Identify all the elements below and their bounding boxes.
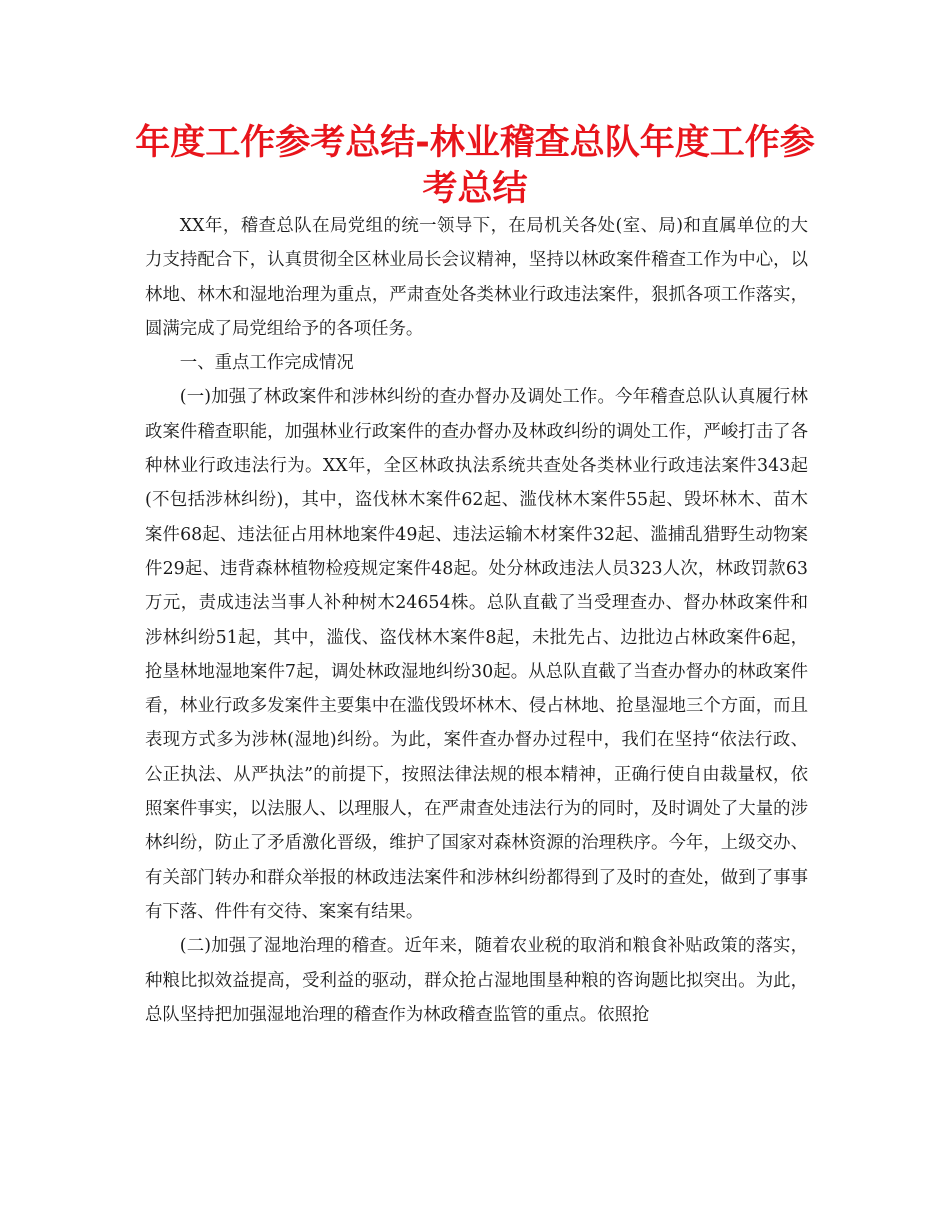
document-title: 年度工作参考总结-林业稽查总队年度工作参考总结 (135, 123, 815, 209)
paragraph-section-1: (一)加强了林政案件和涉林纠纷的查办督办及调处工作。今年稽查总队认真履行林政案件稽查职能，加强林业行政案件的查办督办及林政纠纷的调处工作，严峻打击了各种林业行政违法行为。XX年，全区林政执法系统共查处各类林业行政违法案件343起(不包括涉林纠纷)，其中，盗伐林木案件62起、滥伐林木案件55起、毁坏林木、苗木案件68起、违法征占用林地案件49起、违法运输木材案件32起、滥捕乱猎野生动物案件29起、违背森林植物检疫规定案件48起。处分林政违法人员323人次，林政罚款63万元，责成违法当事人补种树木24654株。总队直截了当受理查办、督办林政案件和涉林纠纷51起，其中，滥伐、盗伐林木案件8起，未批先占、边批边占林政案件6起，抢垦林地湿地案件7起，调处林政湿地纠纷30起。从总队直截了当查办督办的林政案件看，林业行政多发案件主要集中在滥伐毁坏林木、侵占林地、抢垦湿地三个方面，而且表现方式多为涉林(湿地)纠纷。为此，案件查办督办过程中，我们在坚持“依法行政、公正执法、从严执法”的前提下，按照法律法规的根本精神，正确行使自由裁量权，依照案件事实，以法服人、以理服人，在严肃查处违法行为的同时，及时调处了大量的涉林纠纷，防止了矛盾激化晋级，维护了国家对森林资源的治理秩序。今年，上级交办、有关部门转办和群众举报的林政违法案件和涉林纠纷都得到了及时的查处，做到了事事有下落、件件有交待、案案有结果。 (145, 387, 808, 922)
paragraph-intro: XX年，稽查总队在局党组的统一领导下，在局机关各处(室、局)和直属单位的大力支持配合下，认真贯彻全区林业局长会议精神，坚持以林政案件稽查工作为中心，以林地、林木和湿地治理为重点，严肃查处各类林业行政违法案件，狠抓各项工作落实，圆满完成了局党组给予的各项任务。 (145, 216, 808, 339)
paragraph-section-2: (二)加强了湿地治理的稽查。近年来，随着农业税的取消和粮食补贴政策的落实，种粮比拟效益提高，受利益的驱动，群众抢占湿地围垦种粮的咨询题比拟突出。为此，总队坚持把加强湿地治理的稽查作为林政稽查监管的重点。依照抢 (145, 936, 808, 1025)
document-body (145, 209, 808, 1032)
section-heading: 一、重点工作完成情况 (179, 353, 354, 374)
